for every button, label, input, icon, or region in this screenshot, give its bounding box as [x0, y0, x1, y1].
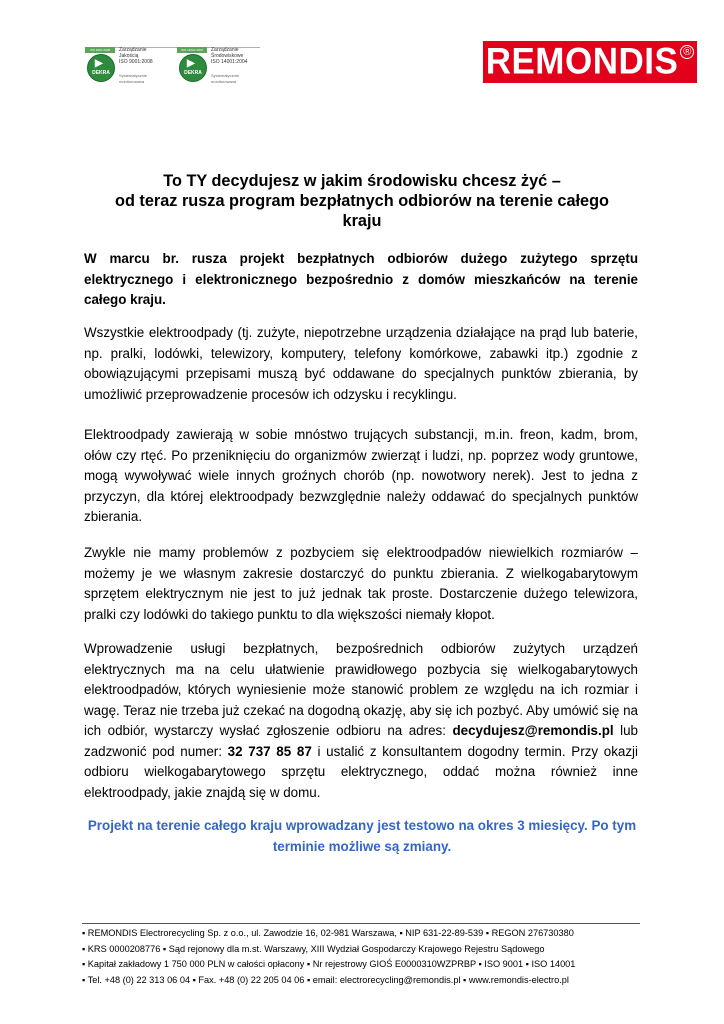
remondis-logo: REMONDIS ®	[483, 41, 697, 83]
contact-phone: 32 737 85 87	[227, 743, 312, 759]
footer-line: ▪ KRS 0000208776 ▪ Sąd rejonowy dla m.st. Warszawy, XIII Wydział Gospodarczy Krajowego Rejestru Sądowego	[82, 943, 545, 954]
paragraph: Zwykle nie mamy problemów z pozbyciem się elektroodpadów niewielkich rozmiarów – możemy je we własnym zakresie dostarczyć do punktu zbierania. Z wielkogabarytowym sprzętem elektrycznym nie jest to już jednak tak proste. Dostarczenie dużego telewizora, pralki czy lodówki do takiego punktu to dla większości niemały kłopot.	[84, 545, 638, 622]
badge-label: DEKRA	[184, 70, 202, 76]
footer-line: ▪ Kapitał zakładowy 1 750 000 PLN w całości opłacony ▪ Nr rejestrowy GIOŚ E0000310WZPRBP ▪ ISO 9001 ▪ ISO 14001	[82, 959, 576, 970]
contact-email[interactable]: decydujesz@remondis.pl	[452, 723, 614, 738]
badge-label: DEKRA	[92, 70, 110, 76]
footer-line: ▪ Tel. +48 (0) 22 313 06 04 ▪ Fax. +48 (0) 22 205 04 06 ▪ email: electrorecycling@remondis.pl ▪ www.remondis-electro.pl	[82, 974, 569, 985]
paragraph: Elektroodpady zawierają w sobie mnóstwo trujących substancji, m.in. freon, kadm, brom, ołów czy rtęć. Po przeniknięciu do organizmów zwierząt i ludzi, np. poprzez wody gruntowe, mogą wywoływać wiele innych groźnych chorób (np. nowotwory nerek). Jest to jedna z przyczyn, dla której elektroodpady bezwzględnie należy oddawać do specjalnych punktów zbierania.	[84, 427, 638, 524]
dekra-badge-icon: ISO 14001:2004 ▶ DEKRA	[177, 47, 207, 85]
registered-mark-icon: ®	[680, 45, 694, 59]
certificate-text: Zarządzanie Środowiskowe ISO 14001:2004 Systematycznie monitorowana	[211, 47, 248, 84]
paragraph: Wszystkie elektroodpady (tj. zużyte, niepotrzebne urządzenia działające na prąd lub baterie, np. pralki, lodówki, telewizory, komputery, telefony komórkowe, zabawki itp.) zgodnie z obowiązującymi przepisami muszą być oddawane do specjalnych punktów zbierania, by umożliwić przeprowadzenie procesów ich odzysku i recyklingu.	[84, 325, 638, 402]
certificate-environment	[177, 47, 261, 87]
paragraph-contact: Wprowadzenie usługi bezpłatnych, bezpośrednich odbiorów zużytych urządzeń elektrycznych ma na celu ułatwienie prawidłowego pozbycia się wielkogabarytowych elektroodpadów, których wyniesienie może stanowić problem ze względu na ich rozmiar i wagę. Teraz nie trzeba już czekać na dogodną okazję, aby się ich pozbyć. Aby umówić się na ich odbiór, wystarczy wysłać zgłoszenie odbioru na adres: decydujesz@remondis.pl lub zadzwonić pod numer: 32 737 85 87 i ustalić z konsultantem dogodny termin. Przy okazji odbioru wielkogabarytowego sprzętu elektrycznego, oddać można również inne elektroodpady, jakie znajdą się w domu.	[84, 641, 639, 800]
footer-line: ▪ REMONDIS Electrorecycling Sp. z o.o., ul. Zawodzie 16, 02-981 Warszawa, ▪ NIP 631-22-89-539 ▪ REGON 276730380	[82, 928, 574, 938]
lead-paragraph: W marcu br. rusza projekt bezpłatnych odbiorów dużego zużytego sprzętu elektrycznego i elektronicznego bezpośrednio z domów mieszkańców na terenie całego kraju.	[84, 251, 638, 307]
footer	[82, 926, 642, 988]
page-title: To TY decydujesz w jakim środowisku chcesz żyć – od teraz rusza program bezpłatnych odbiorów na terenie całego kraju	[115, 172, 609, 230]
certificate-text: Zarządzanie Jakością ISO 9001:2008 Systematycznie monitorowana	[119, 47, 153, 84]
dekra-badge-icon: ISO 9001:2008 ▶ DEKRA	[85, 47, 115, 85]
footer-divider	[82, 923, 640, 924]
certificate-quality	[85, 47, 169, 87]
highlight-note: Projekt na terenie całego kraju wprowadzany jest testowo na okres 3 miesięcy. Po tym terminie możliwe są zmiany.	[87, 818, 637, 854]
